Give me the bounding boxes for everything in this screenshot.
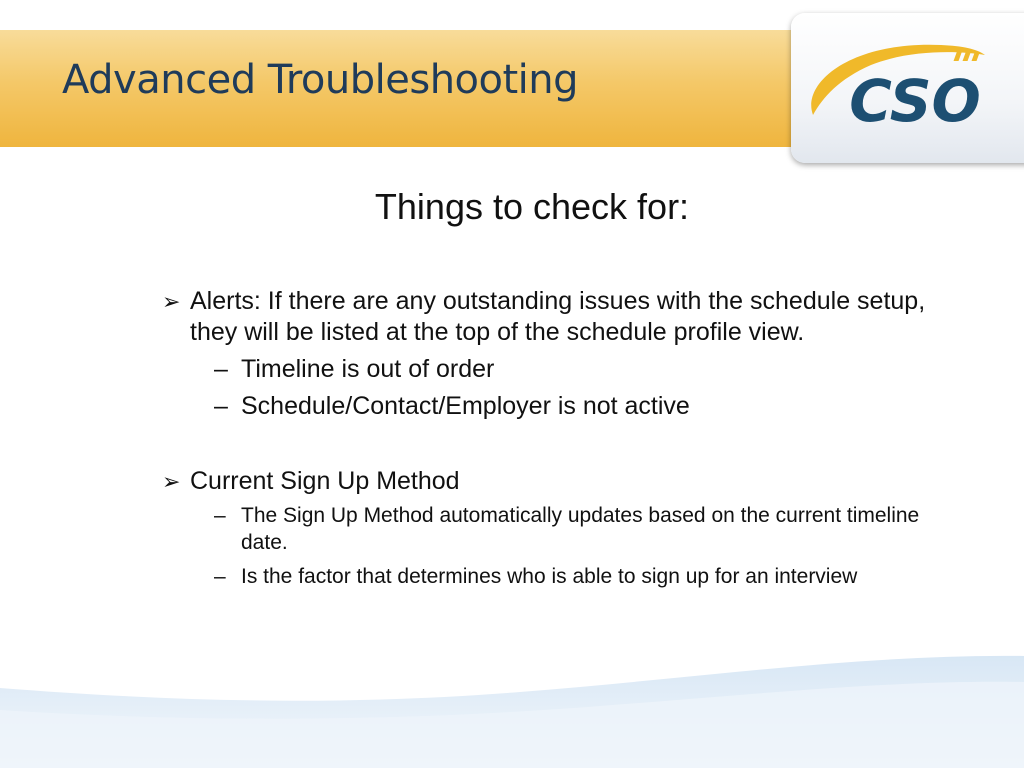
- bullet-alerts: [162, 286, 952, 348]
- slide-heading: Things to check for:: [374, 186, 690, 227]
- dash-marker: –: [214, 504, 226, 527]
- dash-marker: –: [214, 565, 226, 588]
- subitem-auto-update: [162, 502, 941, 556]
- subitem-text: Schedule/Contact/Employer is not active: [241, 392, 690, 420]
- background-wave: [0, 640, 1024, 768]
- subitem-determines: [162, 563, 941, 590]
- cso-logo-icon: [791, 13, 1024, 163]
- bullet-sign-up-method: [162, 466, 952, 497]
- subitem-not-active: [162, 391, 952, 422]
- cso-logo-card: [791, 13, 1024, 163]
- bullet-list: [162, 286, 952, 590]
- dash-marker: –: [214, 392, 228, 420]
- subitem-text: Timeline is out of order: [241, 355, 495, 383]
- arrow-bullet-icon: ➢: [162, 289, 181, 314]
- slide-title: Advanced Troubleshooting: [62, 57, 579, 103]
- arrow-bullet-icon: ➢: [162, 469, 181, 494]
- subitem-text: Is the factor that determines who is able to sign up for an interview: [241, 565, 858, 588]
- bullet-text: Alerts: If there are any outstanding issues with the schedule setup, they will be listed at the top of the schedule profile view.: [190, 287, 926, 346]
- subitem-text: The Sign Up Method automatically updates based on the current timeline date.: [241, 504, 920, 554]
- bullet-text: Current Sign Up Method: [190, 467, 460, 495]
- logo-text: CSO: [849, 67, 981, 135]
- subitem-timeline: [162, 354, 952, 385]
- dash-marker: –: [214, 355, 228, 383]
